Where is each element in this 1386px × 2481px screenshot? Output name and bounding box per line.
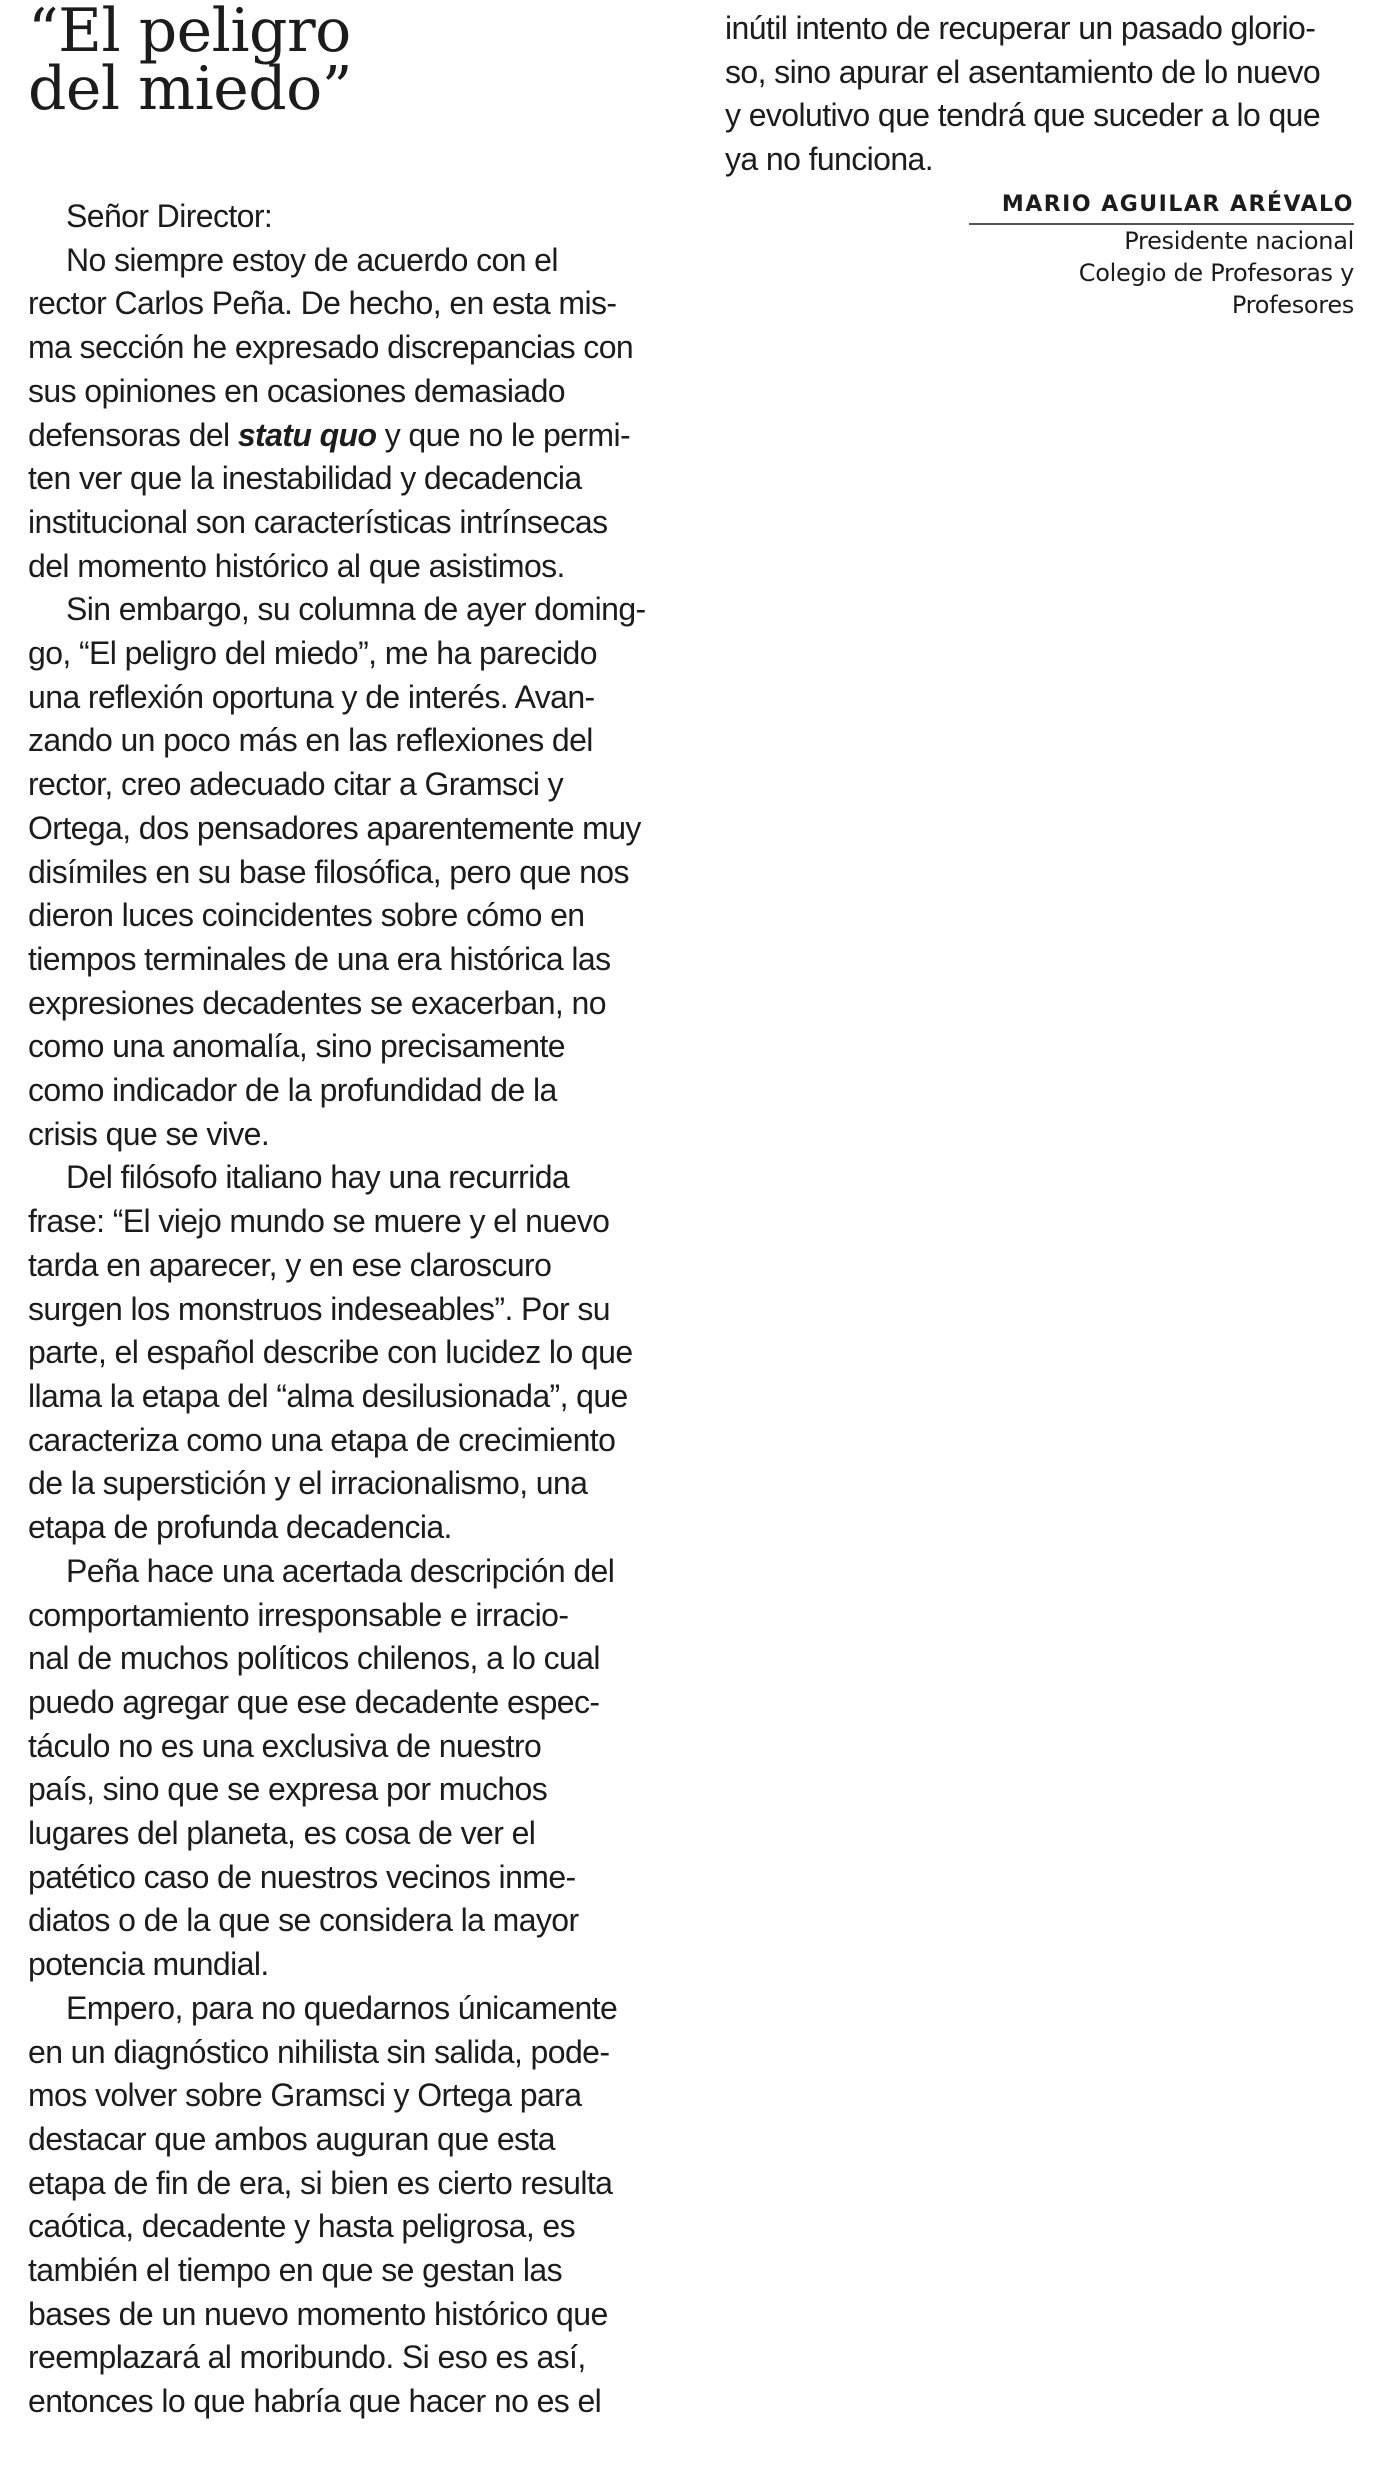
- text-line: destacar que ambos auguran que esta: [28, 2120, 555, 2157]
- text-line: inútil intento de recuperar un pasado glorio-: [725, 10, 1316, 46]
- text-line: reemplazará al moribundo. Si eso es así,: [28, 2339, 586, 2376]
- headline-line: del miedo”: [28, 54, 352, 124]
- author-title: Presidente nacional: [1124, 227, 1354, 255]
- text-line: puedo agregar que ese decadente espec-: [28, 1683, 600, 1720]
- text-line: Del filósofo italiano hay una recurrida: [66, 1159, 570, 1196]
- text-line: etapa de profunda decadencia.: [28, 1509, 452, 1546]
- text-line: surgen los monstruos indeseables”. Por su: [28, 1290, 610, 1327]
- text-line: disímiles en su base filosófica, pero que nos: [28, 853, 629, 890]
- text-line: de la superstición y el irracionalismo, una: [28, 1465, 588, 1502]
- author-name: MARIO AGUILAR ARÉVALO: [1001, 192, 1354, 217]
- headline-line: “El peligro: [28, 0, 351, 66]
- text-line: mos volver sobre Gramsci y Ortega para: [28, 2077, 582, 2114]
- signature-block: [964, 190, 1354, 321]
- text-line: una reflexión oportuna y de interés. Avan-: [28, 678, 595, 715]
- letter-body-left: [28, 195, 656, 2424]
- text-line: táculo no es una exclusiva de nuestro: [28, 1727, 542, 1764]
- text-line: go, “El peligro del miedo”, me ha parecido: [28, 635, 597, 672]
- text-line: Señor Director:: [66, 198, 273, 234]
- text-line: caótica, decadente y hasta peligrosa, es: [28, 2208, 576, 2245]
- text-line: so, sino apurar el asentamiento de lo nuevo: [725, 53, 1321, 90]
- text-line: frase: “El viejo mundo se muere y el nuevo: [28, 1203, 610, 1240]
- text-line: patético caso de nuestros vecinos inme-: [28, 1858, 576, 1895]
- text-line: también el tiempo en que se gestan las: [28, 2252, 562, 2289]
- text-line: ya no funciona.: [725, 141, 934, 178]
- text-line: Peña hace una acertada descripción del: [66, 1552, 615, 1589]
- letter-body-right: [725, 7, 1357, 182]
- text-line: tarda en aparecer, y en ese claroscuro: [28, 1246, 552, 1283]
- text-line: bases de un nuevo momento histórico que: [28, 2295, 608, 2332]
- text-line: en un diagnóstico nihilista sin salida, pode-: [28, 2033, 610, 2070]
- text-line: nal de muchos políticos chilenos, a lo cual: [28, 1640, 600, 1677]
- author-organization: Colegio de Profesoras y Profesores: [1078, 259, 1354, 319]
- text-line: comportamiento irresponsable e irracio-: [28, 1596, 569, 1633]
- text-line: potencia mundial.: [28, 1946, 269, 1983]
- text-segment: defensoras del: [28, 416, 238, 453]
- text-line: etapa de fin de era, si bien es cierto resulta: [28, 2164, 613, 2201]
- text-segment: y que no le permi-: [376, 416, 631, 453]
- text-line: tiempos terminales de una era histórica las: [28, 940, 611, 977]
- text-line: país, sino que se expresa por muchos: [28, 1771, 548, 1808]
- left-column: [28, 0, 656, 2424]
- text-line: parte, el español describe con lucidez lo que: [28, 1334, 633, 1371]
- text-line: dieron luces coincidentes sobre cómo en: [28, 897, 585, 934]
- text-line: y evolutivo que tendrá que suceder a lo que: [725, 97, 1321, 134]
- text-line: sus opiniones en ocasiones demasiado: [28, 372, 565, 409]
- article-headline: [28, 0, 656, 124]
- text-line: Sin embargo, su columna de ayer doming-: [66, 591, 646, 628]
- text-line: como una anomalía, sino precisamente: [28, 1028, 565, 1065]
- text-line: diatos o de la que se considera la mayor: [28, 1902, 579, 1939]
- text-line: Ortega, dos pensadores aparentemente muy: [28, 809, 641, 846]
- text-line: caracteriza como una etapa de crecimiento: [28, 1421, 616, 1458]
- text-line: Empero, para no quedarnos únicamente: [66, 1989, 618, 2026]
- text-line: como indicador de la profundidad de la: [28, 1072, 557, 1109]
- text-line: expresiones decadentes se exacerban, no: [28, 984, 606, 1021]
- text-line: crisis que se vive.: [28, 1115, 270, 1152]
- text-line: rector, creo adecuado citar a Gramsci y: [28, 766, 564, 803]
- text-line: entonces lo que habría que hacer no es el: [28, 2383, 602, 2420]
- text-line: lugares del planeta, es cosa de ver el: [28, 1815, 536, 1852]
- text-line: rector Carlos Peña. De hecho, en esta mis-: [28, 285, 617, 322]
- emphasis-text: statu quo: [237, 416, 377, 453]
- text-line: ma sección he expresado discrepancias con: [28, 329, 634, 366]
- text-line: ten ver que la inestabilidad y decadencia: [28, 460, 582, 497]
- text-line: institucional son características intrínsecas: [28, 503, 608, 540]
- text-line: [28, 414, 656, 458]
- text-line: del momento histórico al que asistimos.: [28, 547, 565, 584]
- text-line: llama la etapa del “alma desilusionada”, que: [28, 1377, 628, 1414]
- right-column: [725, 7, 1357, 182]
- text-line: zando un poco más en las reflexiones del: [28, 722, 593, 759]
- text-line: No siempre estoy de acuerdo con el: [66, 241, 558, 278]
